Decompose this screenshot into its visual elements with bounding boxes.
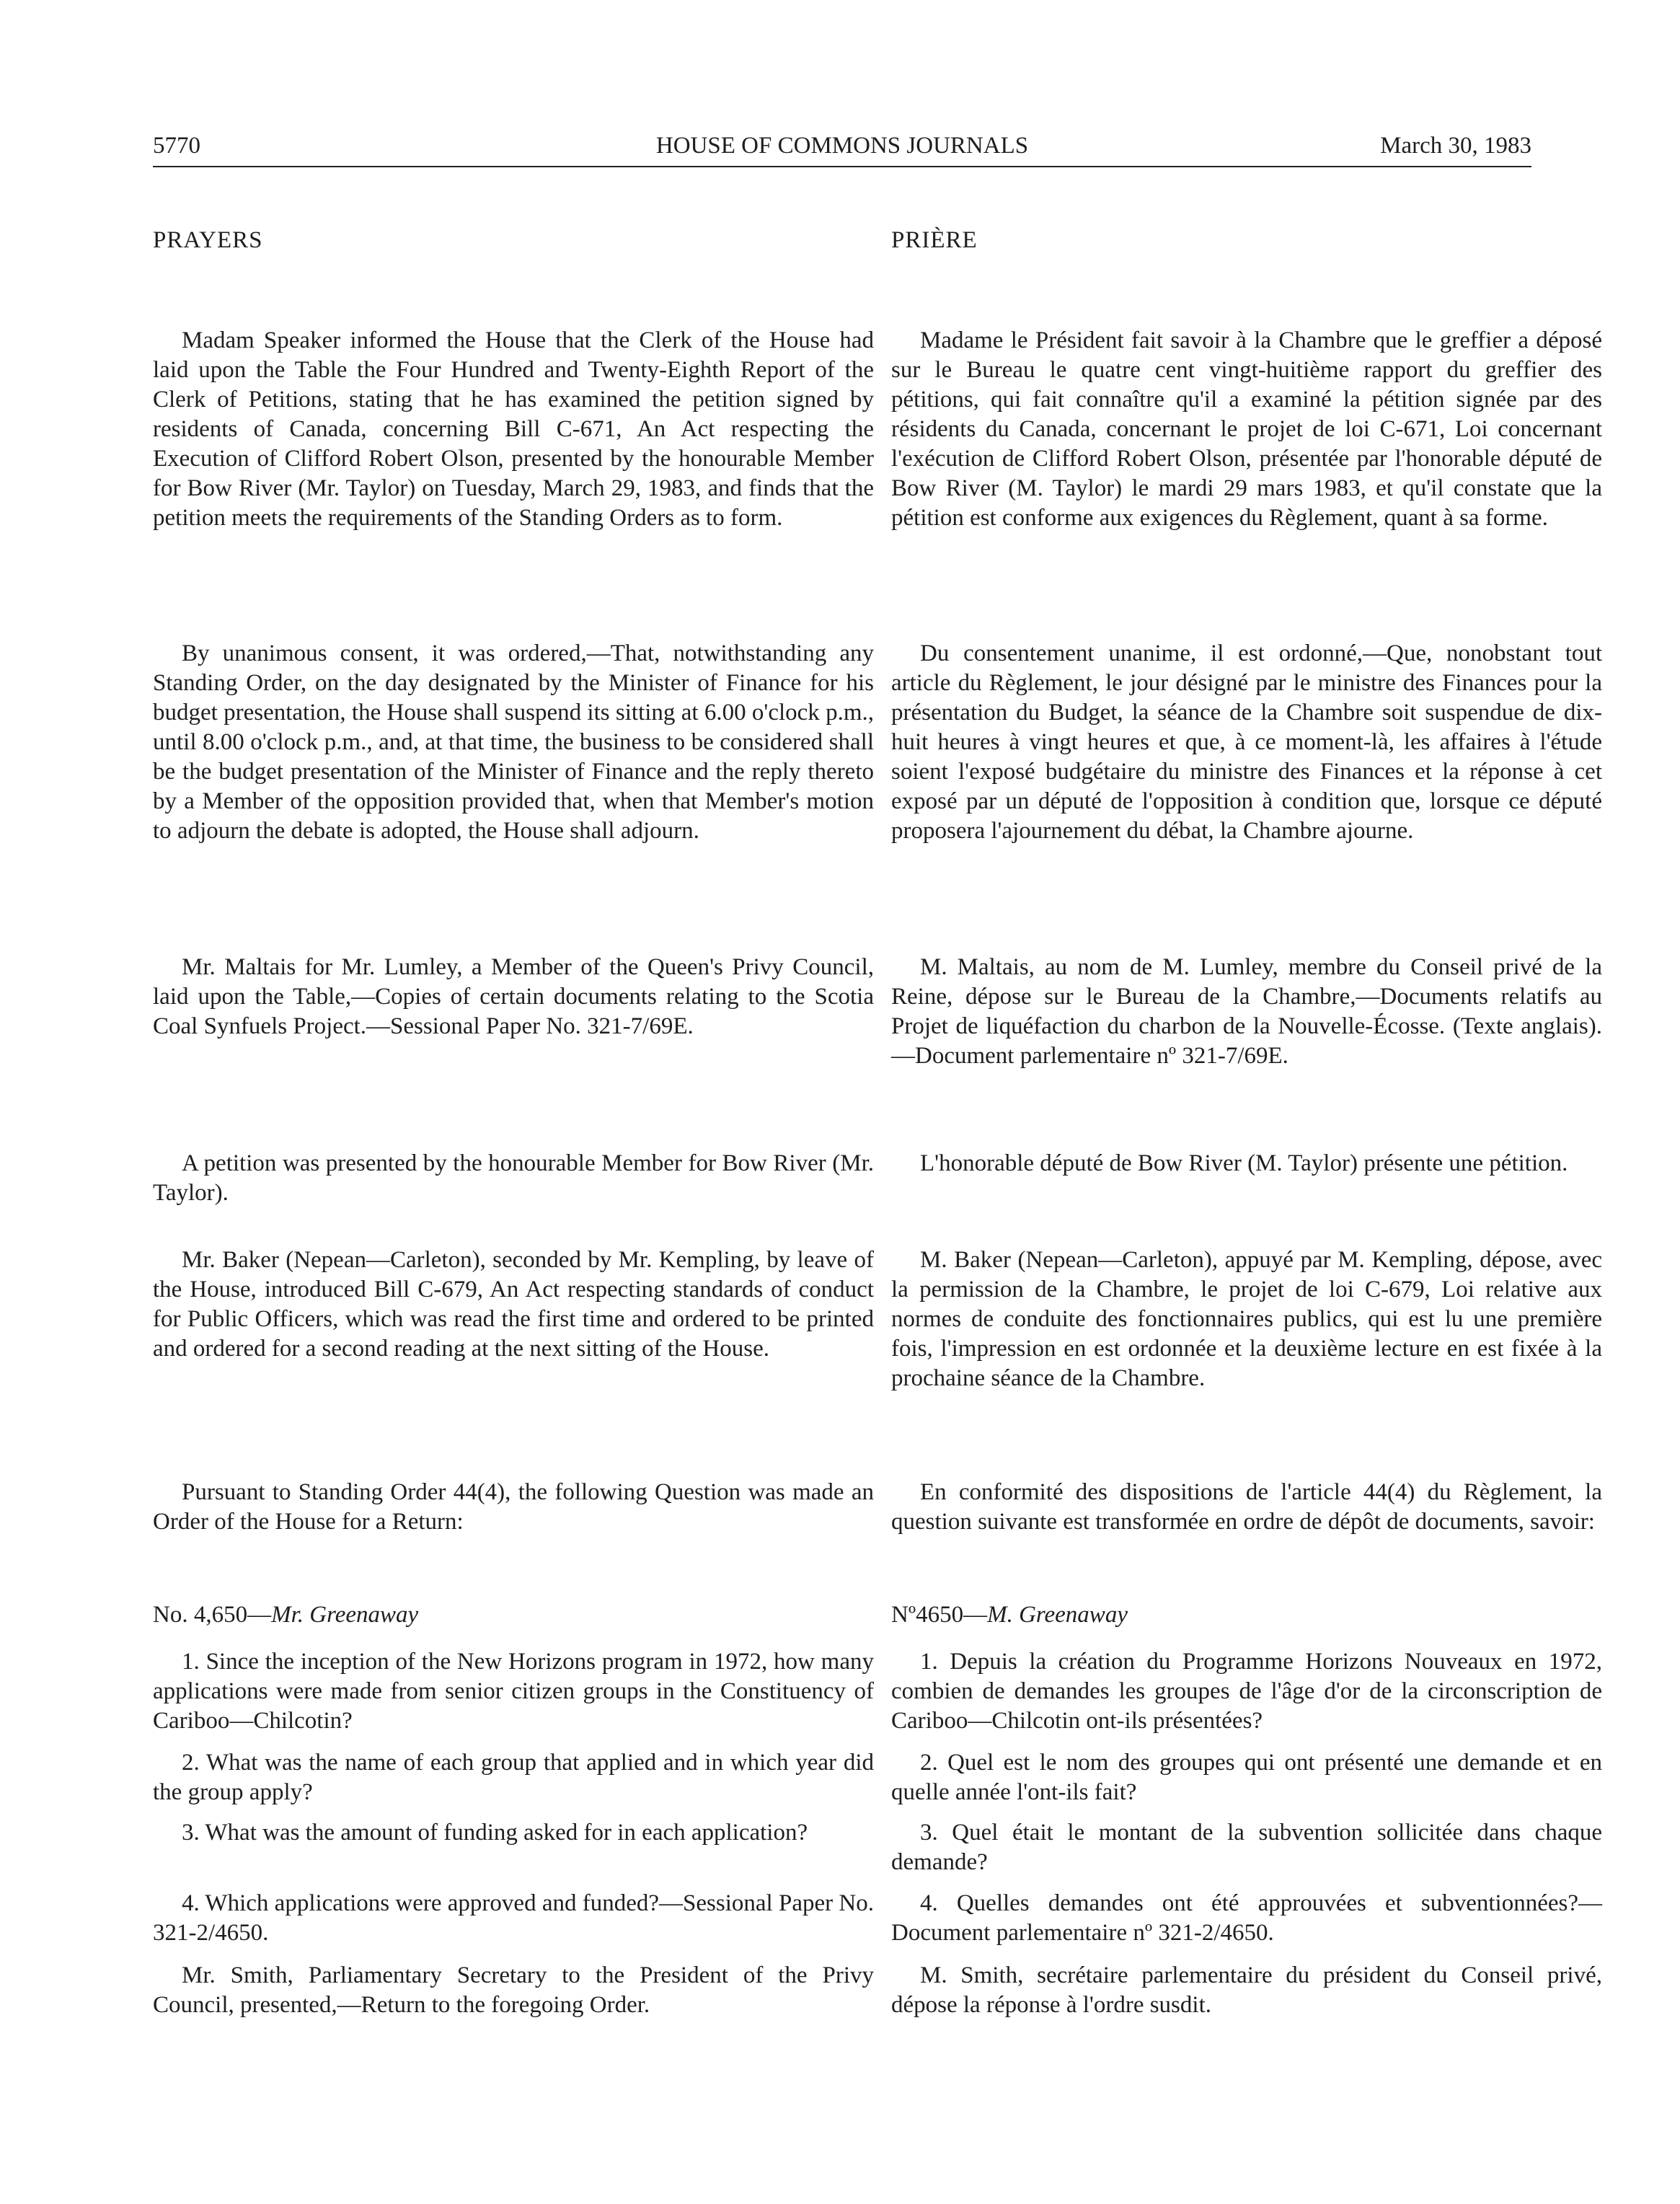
journal-date: March 30, 1983 bbox=[1380, 133, 1531, 159]
question-item-2-en: 2. What was the name of each group that applied and in which year did the group apply? bbox=[153, 1750, 874, 1805]
section-title-en: PRAYERS bbox=[153, 227, 263, 253]
paragraph-return-presented-fr: M. Smith, secrétaire parlementaire du président du Conseil privé, dépose la réponse à l'ordre susdit. bbox=[891, 1962, 1602, 2018]
paragraph-return-presented-en: Mr. Smith, Parliamentary Secretary to the President of the Privy Council, presented,—Return to the foregoing Order. bbox=[153, 1962, 874, 2018]
page-header bbox=[153, 128, 1531, 167]
section-title-fr: PRIÈRE bbox=[891, 227, 978, 253]
page-number: 5770 bbox=[153, 133, 200, 159]
paragraph-bill-introduced-fr: M. Baker (Nepean—Carleton), appuyé par M. Kempling, dépose, avec la permission de la Chambre, le projet de loi C-679, Loi relative aux normes de conduite des fonctionnaires publics, qui est lu une première fois, l'impression en est ordonnée et la deuxième lecture en est fixée à la prochaine séance de la Chambre. bbox=[891, 1247, 1602, 1391]
journal-title: HOUSE OF COMMONS JOURNALS bbox=[655, 133, 1029, 159]
paragraph-budget-order-en: By unanimous consent, it was ordered,—That, notwithstanding any Standing Order, on the day designated by the Minister of Finance for his budget presentation, the House shall suspend its sitting at 6.00 o'clock p.m., until 8.00 o'clock p.m., and, at that time, the business to be considered shall be the budget presentation of the Minister of Finance and the reply thereto by a Member of the opposition provided that, when that Member's motion to adjourn the debate is adopted, the House shall adjourn. bbox=[153, 640, 874, 844]
question-item-3-fr: 3. Quel était le montant de la subvention sollicitée dans chaque demande? bbox=[891, 1820, 1602, 1875]
question-member-fr: M. Greenaway bbox=[987, 1602, 1128, 1628]
paragraph-petition-report-fr: Madame le Président fait savoir à la Chambre que le greffier a déposé sur le Bureau le quatre cent vingt-huitième rapport du greffier des pétitions, qui fait connaître qu'il a examiné la pétition signée par des résidents du Canada, concernant le projet de loi C-671, Loi concernant l'exécution de Clifford Robert Olson, présentée par l'honorable député de Bow River (M. Taylor) le mardi 29 mars 1983, et qu'il constate que la pétition est conforme aux exigences du Règlement, quant à sa forme. bbox=[891, 327, 1602, 531]
paragraph-bill-introduced-en: Mr. Baker (Nepean—Carleton), seconded by Mr. Kempling, by leave of the House, introduced Bill C-679, An Act respecting standards of conduct for Public Officers, which was read the first time and ordered to be printed and ordered for a second reading at the next sitting of the House. bbox=[153, 1247, 874, 1362]
question-heading-fr bbox=[891, 1600, 1602, 1630]
question-number-fr: Nº4650— bbox=[891, 1602, 988, 1628]
question-item-4-fr: 4. Quelles demandes ont été approuvées et subventionnées?—Document parlementaire nº 321-2/4650. bbox=[891, 1890, 1602, 1946]
paragraph-standing-order-en: Pursuant to Standing Order 44(4), the following Question was made an Order of the House for a Return: bbox=[153, 1479, 874, 1535]
question-item-1-en: 1. Since the inception of the New Horizons program in 1972, how many applications were made from senior citizen groups in the Constituency of Cariboo—Chilcotin? bbox=[153, 1649, 874, 1734]
question-number-en: No. 4,650— bbox=[153, 1602, 272, 1628]
question-item-2-fr: 2. Quel est le nom des groupes qui ont présenté une demande et en quelle année l'ont-ils fait? bbox=[891, 1750, 1602, 1805]
paragraph-tabled-documents-en: Mr. Maltais for Mr. Lumley, a Member of the Queen's Privy Council, laid upon the Table,—Copies of certain documents relating to the Scotia Coal Synfuels Project.—Sessional Paper No. 321-7/69E. bbox=[153, 954, 874, 1039]
paragraph-petition-presented-fr: L'honorable député de Bow River (M. Taylor) présente une pétition. bbox=[920, 1150, 1568, 1176]
question-heading-en bbox=[153, 1600, 874, 1630]
question-member-en: Mr. Greenaway bbox=[271, 1602, 419, 1628]
paragraph-standing-order-fr: En conformité des dispositions de l'article 44(4) du Règlement, la question suivante est transformée en ordre de dépôt de documents, savoir: bbox=[891, 1479, 1602, 1535]
paragraph-petition-report-en: Madam Speaker informed the House that the Clerk of the House had laid upon the Table the Four Hundred and Twenty-Eighth Report of the Clerk of Petitions, stating that he has examined the petition signed by residents of Canada, concerning Bill C-671, An Act respecting the Execution of Clifford Robert Olson, presented by the honourable Member for Bow River (Mr. Taylor) on Tuesday, March 29, 1983, and finds that the petition meets the requirements of the Standing Orders as to form. bbox=[153, 327, 874, 531]
paragraph-petition-presented-en: A petition was presented by the honourable Member for Bow River (Mr. Taylor). bbox=[153, 1150, 874, 1206]
paragraph-tabled-documents-fr: M. Maltais, au nom de M. Lumley, membre du Conseil privé de la Reine, dépose sur le Bureau de la Chambre,—Documents relatifs au Projet de liquéfaction du charbon de la Nouvelle-Écosse. (Texte anglais).—Document parlementaire nº 321-7/69E. bbox=[891, 954, 1602, 1069]
question-item-4-en: 4. Which applications were approved and funded?—Sessional Paper No. 321-2/4650. bbox=[153, 1890, 874, 1946]
question-item-3-en: 3. What was the amount of funding asked for in each application? bbox=[182, 1820, 808, 1846]
paragraph-budget-order-fr: Du consentement unanime, il est ordonné,—Que, nonobstant tout article du Règlement, le jour désigné par le ministre des Finances pour la présentation du Budget, la séance de la Chambre soit suspendue de dix-huit heures à vingt heures et que, à ce moment-là, les affaires à l'étude soient l'exposé budgétaire du ministre des Finances et la réponse à cet exposé par un député de l'opposition à condition que, lorsque ce député proposera l'ajournement du débat, la Chambre ajourne. bbox=[891, 640, 1602, 844]
question-item-1-fr: 1. Depuis la création du Programme Horizons Nouveaux en 1972, combien de demandes les groupes de l'âge d'or de la circonscription de Cariboo—Chilcotin ont-ils présentées? bbox=[891, 1649, 1602, 1734]
